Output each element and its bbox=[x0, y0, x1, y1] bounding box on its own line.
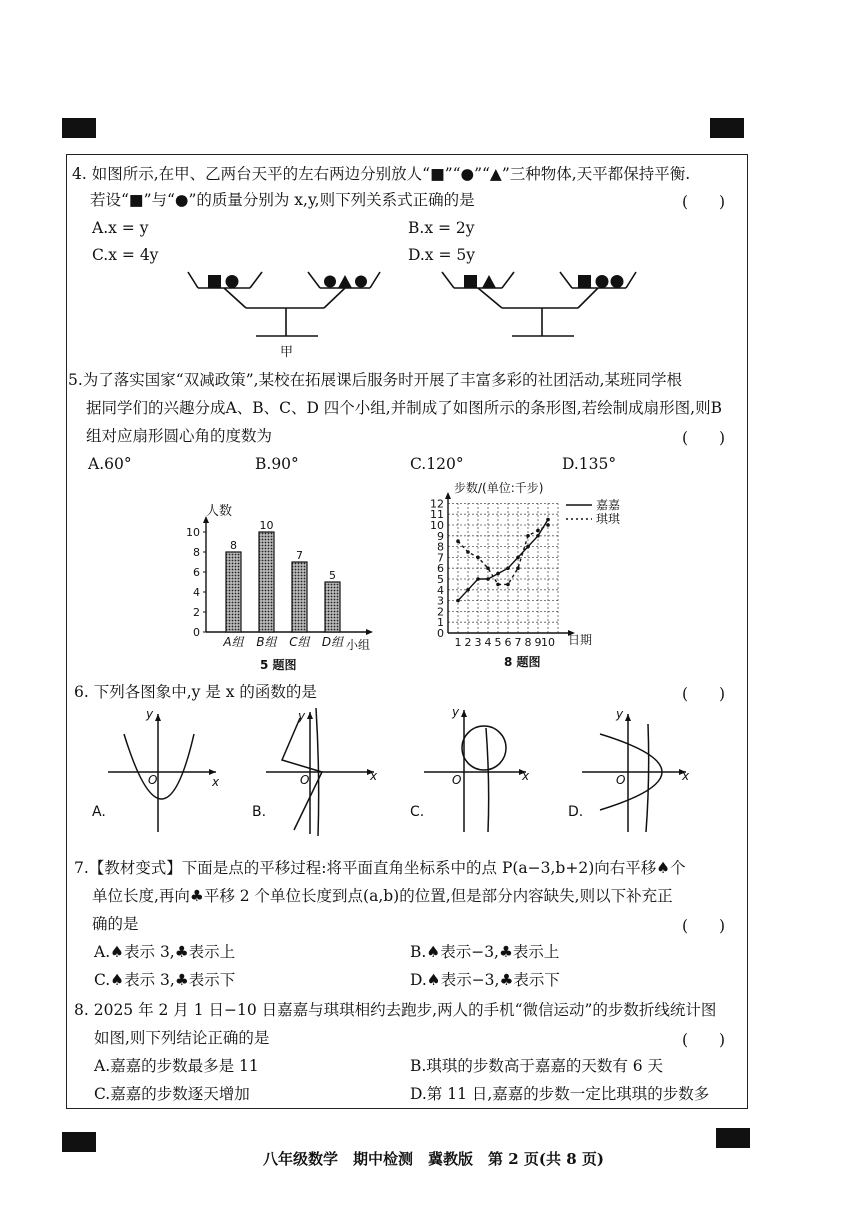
series-point-0 bbox=[516, 556, 520, 560]
legend-label-jiajia: 嘉嘉 bbox=[596, 498, 621, 512]
bar-category-label: A组 bbox=[223, 635, 244, 649]
series-point-1 bbox=[476, 556, 480, 560]
series-point-0 bbox=[506, 566, 510, 570]
q5-bar-chart bbox=[180, 496, 390, 676]
line-y-tick-label: 3 bbox=[437, 594, 444, 608]
bar-y-tick-label: 4 bbox=[193, 586, 200, 599]
bar-category-label: B组 bbox=[256, 635, 277, 649]
square-shape bbox=[208, 275, 221, 288]
series-point-0 bbox=[536, 534, 540, 538]
legend-label-qiqi: 琪琪 bbox=[596, 512, 621, 526]
series-point-1 bbox=[546, 523, 550, 527]
line-x-tick-label: 10 bbox=[541, 636, 555, 649]
triangle-shape bbox=[482, 275, 496, 288]
square-shape bbox=[578, 275, 591, 288]
line-chart-caption: 8 题图 bbox=[504, 655, 541, 669]
q6-answer-paren[interactable]: ( ) bbox=[682, 685, 726, 703]
graph-a-label: A. bbox=[92, 804, 106, 820]
line-x-tick-label: 2 bbox=[464, 636, 472, 649]
svg-text:x: x bbox=[212, 775, 220, 789]
line-x-tick-label: 5 bbox=[494, 636, 502, 649]
svg-text:x: x bbox=[682, 769, 690, 783]
svg-text:O: O bbox=[148, 773, 158, 787]
line-y-tick-label: 6 bbox=[437, 562, 444, 576]
series-point-0 bbox=[456, 599, 460, 603]
line-chart-xlabel: 日期 bbox=[568, 633, 593, 647]
circle-shape bbox=[355, 276, 367, 288]
q7-option-c: C.♠表示 3,♣表示下 bbox=[94, 971, 236, 989]
registration-mark-top-left bbox=[62, 118, 96, 138]
circle-shape bbox=[611, 275, 624, 288]
circle-shape bbox=[324, 276, 336, 288]
bar-y-tick-label: 2 bbox=[193, 606, 200, 619]
svg-text:y: y bbox=[616, 707, 624, 721]
q7-answer-paren[interactable]: ( ) bbox=[682, 917, 726, 935]
q5-answer-paren[interactable]: ( ) bbox=[682, 429, 726, 447]
square-shape bbox=[464, 275, 477, 288]
series-point-0 bbox=[466, 588, 470, 592]
q5-option-a: A.60° bbox=[88, 455, 132, 473]
bar-y-tick-label: 8 bbox=[193, 546, 200, 559]
q7-option-a: A.♠表示 3,♣表示上 bbox=[94, 943, 236, 961]
bar-category-label: C组 bbox=[289, 635, 310, 649]
series-point-1 bbox=[516, 566, 520, 570]
q7-option-b: B.♠表示−3,♣表示上 bbox=[410, 943, 560, 961]
graph-b-label: B. bbox=[252, 804, 267, 820]
q7-option-d: D.♠表示−3,♣表示下 bbox=[410, 971, 560, 989]
line-y-tick-label: 8 bbox=[437, 540, 444, 554]
bar-y-tick-label: 6 bbox=[193, 566, 200, 579]
registration-mark-bottom-right bbox=[716, 1128, 750, 1148]
q4-option-d: D.x = 5y bbox=[408, 246, 476, 264]
line-y-tick-label: 5 bbox=[437, 573, 444, 586]
line-y-tick-label: 12 bbox=[430, 497, 444, 511]
q6-line1: 6. 下列各图象中,y 是 x 的函数的是 bbox=[74, 683, 317, 701]
graph-a-parabola bbox=[108, 714, 216, 832]
bar-3 bbox=[325, 582, 340, 632]
q8-line-chart bbox=[418, 480, 644, 672]
bar-2 bbox=[292, 562, 307, 632]
q8-answer-paren[interactable]: ( ) bbox=[682, 1031, 726, 1049]
line-y-tick-label: 4 bbox=[437, 583, 444, 597]
line-x-tick-label: 1 bbox=[454, 636, 462, 649]
series-line-0 bbox=[458, 520, 548, 601]
line-y-tick-label: 11 bbox=[430, 508, 444, 522]
svg-text:O: O bbox=[616, 773, 626, 787]
series-point-1 bbox=[536, 529, 540, 533]
q4-line2: 若设“■”与“●”的质量分别为 x,y,则下列关系式正确的是 bbox=[90, 191, 475, 209]
q4-option-b: B.x = 2y bbox=[408, 219, 475, 237]
series-point-0 bbox=[496, 572, 500, 576]
registration-mark-top-right bbox=[710, 118, 744, 138]
series-point-1 bbox=[466, 550, 470, 554]
bar-value-label: 10 bbox=[259, 519, 274, 532]
q8-line2: 如图,则下列结论正确的是 bbox=[94, 1029, 270, 1047]
bar-chart-caption: 5 题图 bbox=[260, 658, 297, 672]
graph-c-label: C. bbox=[410, 804, 425, 820]
bar-value-label: 7 bbox=[296, 549, 303, 562]
balance-label-jia: 甲 bbox=[280, 345, 294, 360]
graph-b-zigzag bbox=[266, 708, 374, 836]
series-point-0 bbox=[526, 545, 530, 549]
q7-line2: 单位长度,再向♣平移 2 个单位长度到点(a,b)的位置,但是部分内容缺失,则以下补充正 bbox=[92, 887, 673, 905]
line-x-tick-label: 8 bbox=[524, 636, 532, 649]
svg-text:y: y bbox=[298, 709, 306, 723]
line-y-tick-label: 1 bbox=[437, 616, 444, 630]
circle-shape bbox=[226, 275, 239, 288]
page-footer: 八年级数学 期中检测 冀教版 第 2 页(共 8 页) bbox=[263, 1150, 604, 1168]
series-point-1 bbox=[506, 583, 510, 587]
q8-option-b: B.琪琪的步数高于嘉嘉的天数有 6 天 bbox=[410, 1057, 664, 1075]
bar-x-arrow bbox=[366, 629, 373, 635]
line-x-tick-label: 7 bbox=[514, 636, 522, 649]
series-point-0 bbox=[546, 518, 550, 522]
line-chart-ylabel: 步数/(单位:千步) bbox=[454, 481, 544, 495]
bar-0 bbox=[226, 552, 241, 632]
q8-option-a: A.嘉嘉的步数最多是 11 bbox=[94, 1057, 259, 1075]
svg-text:x: x bbox=[370, 769, 378, 783]
line-x-tick-label: 4 bbox=[484, 636, 492, 649]
bar-1 bbox=[259, 532, 274, 632]
line-y-tick-label: 0 bbox=[437, 627, 444, 640]
line-x-tick-label: 9 bbox=[534, 636, 542, 649]
q5-option-c: C.120° bbox=[410, 455, 464, 473]
q4-option-c: C.x = 4y bbox=[92, 246, 159, 264]
q4-answer-paren[interactable]: ( ) bbox=[682, 193, 726, 211]
q5-line3: 组对应扇形圆心角的度数为 bbox=[86, 427, 273, 445]
line-y-tick-label: 10 bbox=[430, 519, 444, 532]
q5-option-b: B.90° bbox=[255, 455, 299, 473]
series-point-0 bbox=[476, 577, 480, 581]
circle-shape bbox=[596, 275, 609, 288]
q5-line1: 5.为了落实国家“双减政策”,某校在拓展课后服务时开展了丰富多彩的社团活动,某班同学根 bbox=[68, 371, 682, 389]
line-y-tick-label: 7 bbox=[437, 551, 444, 565]
q7-line1: 7.【教材变式】下面是点的平移过程:将平面直角坐标系中的点 P(a−3,b+2)向右平移♠个 bbox=[74, 859, 686, 877]
line-y-tick-label: 9 bbox=[437, 529, 444, 543]
line-y-arrow bbox=[445, 492, 451, 499]
line-y-tick-label: 2 bbox=[437, 605, 444, 619]
q7-line3: 确的是 bbox=[92, 915, 139, 933]
bar-category-label: D组 bbox=[321, 635, 344, 649]
series-point-1 bbox=[526, 534, 530, 538]
q5-line2: 据同学们的兴趣分成A、B、C、D 四个小组,并制成了如图所示的条形图,若绘制成扇形图,则B bbox=[86, 399, 722, 417]
bar-chart-xlabel: 小组 bbox=[346, 638, 371, 652]
q8-option-d: D.第 11 日,嘉嘉的步数一定比琪琪的步数多 bbox=[410, 1085, 710, 1103]
q4-balance-figure bbox=[180, 268, 640, 364]
bar-value-label: 5 bbox=[329, 569, 336, 582]
q8-option-c: C.嘉嘉的步数逐天增加 bbox=[94, 1085, 250, 1103]
graph-d-sideways-parabola bbox=[582, 714, 686, 832]
q4-option-a: A.x = y bbox=[92, 219, 149, 237]
svg-text:O: O bbox=[300, 773, 310, 787]
triangle-shape bbox=[338, 275, 352, 288]
q4-line1: 4. 如图所示,在甲、乙两台天平的左右两边分别放人“■”“●”“▲”三种物体,天平都保持平衡. bbox=[72, 165, 691, 183]
bar-chart-ylabel: 人数 bbox=[206, 504, 233, 519]
svg-text:O: O bbox=[452, 773, 462, 787]
series-point-1 bbox=[456, 539, 460, 543]
q5-option-d: D.135° bbox=[562, 455, 617, 473]
line-x-tick-label: 6 bbox=[504, 636, 512, 649]
q8-line1: 8. 2025 年 2 月 1 日−10 日嘉嘉与琪琪相约去跑步,两人的手机“微信运动”的步数折线统计图 bbox=[74, 1001, 717, 1019]
q6-graphs bbox=[88, 700, 708, 840]
bar-y-tick-label: 0 bbox=[193, 626, 200, 639]
line-x-tick-label: 3 bbox=[474, 636, 482, 649]
series-point-1 bbox=[496, 583, 500, 587]
series-point-0 bbox=[486, 577, 490, 581]
bar-y-tick-label: 10 bbox=[186, 526, 200, 539]
series-line-1 bbox=[458, 525, 548, 584]
graph-c-circle bbox=[424, 710, 526, 832]
svg-text:x: x bbox=[522, 769, 530, 783]
svg-text:y: y bbox=[146, 707, 154, 721]
svg-text:y: y bbox=[452, 705, 460, 719]
graph-d-label: D. bbox=[568, 804, 584, 820]
series-point-1 bbox=[486, 566, 490, 570]
bar-value-label: 8 bbox=[230, 539, 237, 552]
